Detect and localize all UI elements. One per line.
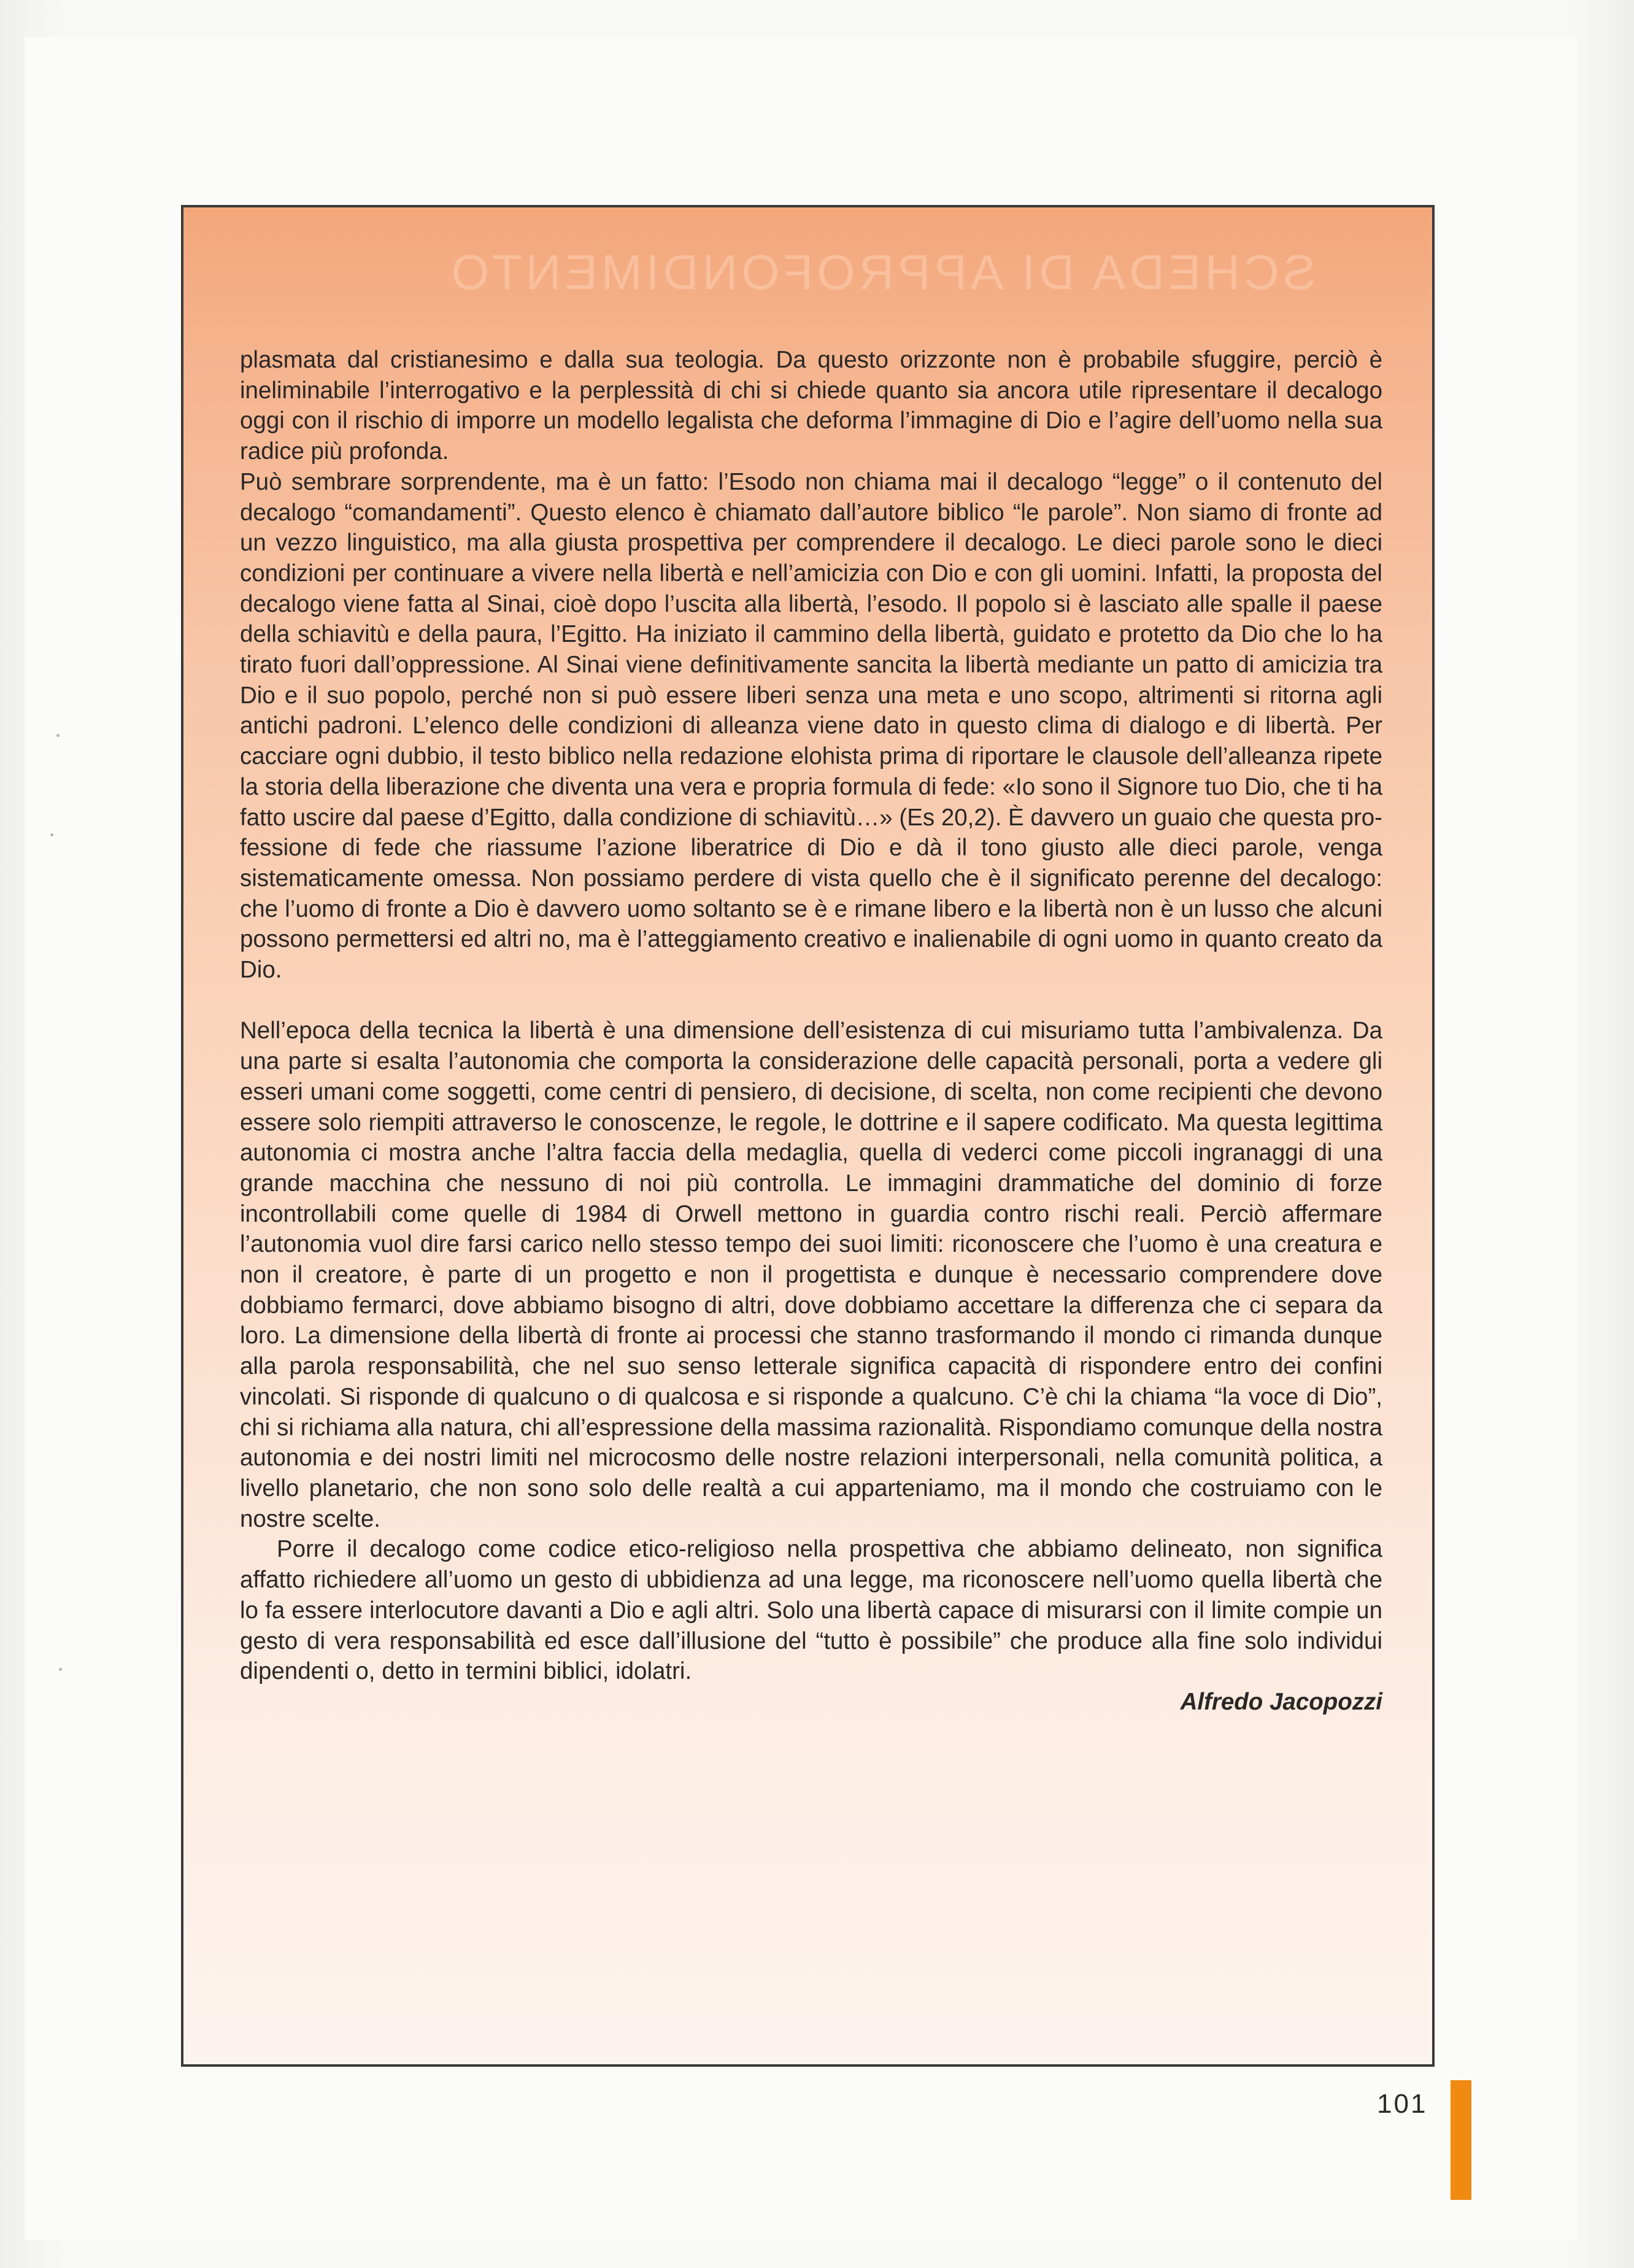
paragraph-3: Nell’epoca della tecnica la libertà è una dimensione dell’esistenza di cui misuriamo tutta l’ambivalenza. Da una parte si esalta l’autonomia che comporta la considerazione delle capacità personali, porta a vedere gli esseri umani come soggetti, come centri di pensiero, di decisione, di scelta, non come recipienti che devono essere solo riempiti attraverso le conoscenze, le regole, le dottrine e il sapere codificato. Ma questa legittima autonomia ci mostra anche l’altra faccia della medaglia, quella di vederci come piccoli ingranaggi di una grande macchina che nessuno di noi più controlla. Le immagini drammatiche del dominio di forze incontrollabili come quelle di 1984 di Orwell mettono in guardia contro rischi reali. Perciò affermare l’autonomia vuol dire farsi carico nello stesso tempo dei suoi limiti: riconoscere che l’uomo è una creatura e non il creatore, è parte di un progetto e non il progettista e dunque è necessario comprendere dove dobbiamo fermarci, dove abbiamo bisogno di altri, dove dobbiamo accettare la differenza che ci separa da loro. La dimensione della libertà di fronte ai processi che stanno trasformando il mondo ci rimanda dunque alla parola responsabilità, che nel suo senso letterale significa capacità di rispondere entro dei confini vincolati. Si risponde di qualcuno o di qualcosa e si risponde a qualcuno. C’è chi la chiama “la voce di Dio”, chi si richiama alla natura, chi all’espressione della massima razionalità. Rispondiamo comunque della nostra autonomia e dei nostri limiti nel microcosmo delle nostre relazioni interpersonali, nella comunità politica, a livello planetario, che non sono solo delle realtà a cui apparteniamo, ma il mondo che costruiamo con le nostre scelte.: [240, 1017, 1382, 1532]
author-signature: Alfredo Jacopozzi: [1180, 1688, 1382, 1715]
insight-box: [181, 205, 1435, 2067]
paragraph-1: plasmata dal cristianesimo e dalla sua teologia. Da questo orizzonte non è probabile sfuggire, perciò è ineliminabile l’interrogativo e la perplessità di chi si chiede quanto sia ancora utile ripresentare il decalogo oggi con il rischio di imporre un modello legalista che deforma l’immagine di Dio e l’agire dell’uomo nella sua radice più profonda.: [240, 347, 1382, 465]
paragraph-2: Può sembrare sorprendente, ma è un fatto: l’Esodo non chiama mai il decalogo “legge” o il contenuto del decalogo “comandamenti”. Questo elenco è chiamato dall’autore biblico “le parole”. Non siamo di fronte ad un vezzo linguistico, ma alla giusta prospettiva per comprendere il decalogo. Le dieci parole sono le dieci condizioni per continuare a vivere nella libertà e nell’amicizia con Dio e con gli uomini. Infatti, la proposta del decalogo viene fatta al Sinai, cioè dopo l’uscita alla libertà, l’esodo. Il popolo si è lasciato alle spalle il paese della schiavitù e della paura, l’Egitto. Ha iniziato il cammino della libertà, guidato e protetto da Dio che lo ha tirato fuori dall’oppressione. Al Sinai viene definitivamente sancita la libertà mediante un patto di amicizia tra Dio e il suo popolo, perché non si può essere liberi senza una meta e uno scopo, altrimenti si ritorna agli antichi padroni. L’elenco delle condizioni di alleanza viene dato in questo clima di dialogo e di libertà. Per cacciare ogni dubbio, il testo biblico nella redazione elohista prima di riportare le clausole dell’alleanza ripete la storia della liberazione che diventa una vera e propria formula di fede: «Io sono il Signore tuo Dio, che ti ha fatto uscire dal paese d’Egitto, dalla condizione di schiavitù…» (Es 20,2). È davvero un guaio che questa professione di fede che riassume l’azione liberatrice di Dio e dà il tono giusto alle dieci parole, venga sistematicamente omessa. Non possiamo perdere di vista quello che è il significato perenne del decalogo: che l’uomo di fronte a Dio è davvero uomo soltanto se è e rimane libero e la libertà non è un lusso che alcuni possono permettersi ed altri no, ma è l’atteggiamento creativo e inalienabile di ogni uomo in quanto creato da Dio.: [240, 468, 1382, 984]
scan-speck: [59, 1668, 62, 1671]
article-body: [240, 345, 1382, 1718]
scan-speck: [56, 734, 60, 737]
page-number: 101: [1377, 2089, 1428, 2119]
paragraph-4: Porre il decalogo come codice etico-religioso nella prospettiva che abbiamo delineato, non significa affatto richiedere all’uomo un gesto di ubbidienza ad una legge, ma riconoscere nell’uomo quella libertà che lo fa essere interlocutore davanti a Dio e agli altri. Solo una libertà capace di misurarsi con il limite compie un gesto di vera responsabilità ed esce dall’illusione del “tutto è possibile” che produce alla fine solo individui dipendenti o, detto in termini biblici, idolatri.: [240, 1536, 1382, 1685]
scan-speck: [50, 833, 53, 836]
orange-edge-tab: [1451, 2080, 1471, 2200]
ghost-heading-bleedthrough: SCHEDA DI APPROFONDIMENTO: [447, 245, 1316, 299]
